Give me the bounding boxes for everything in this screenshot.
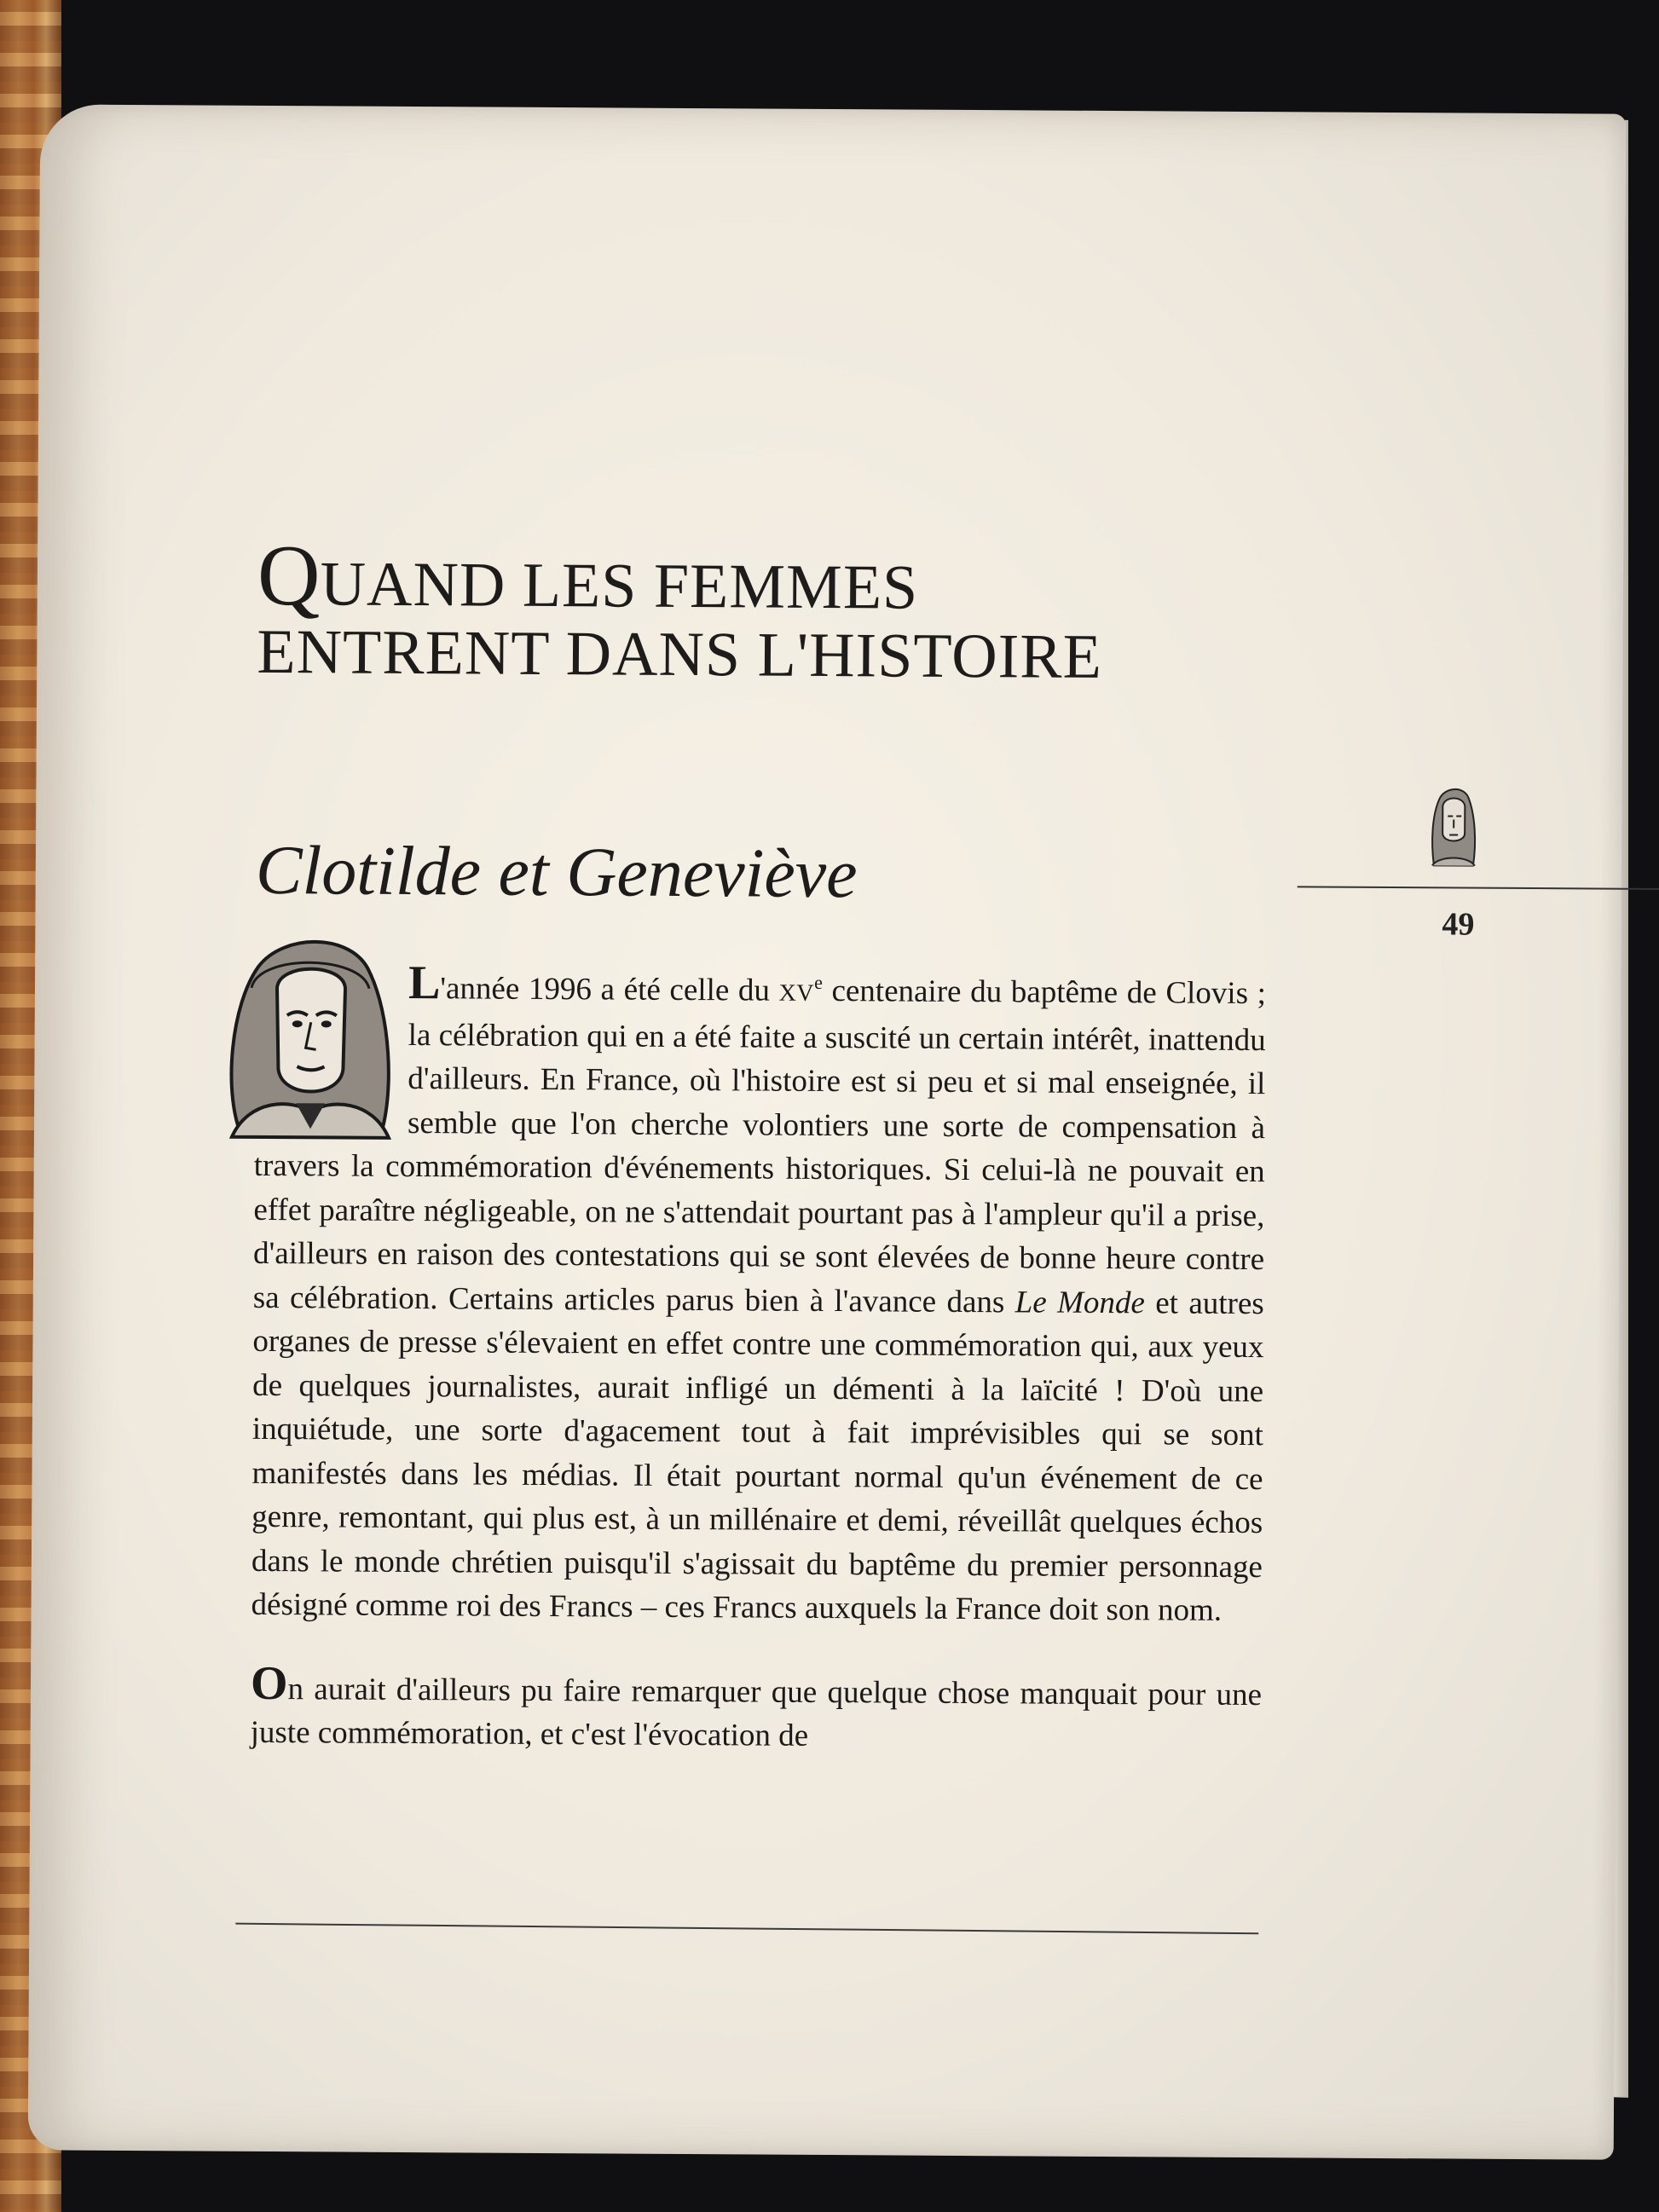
title-initial-q: Q xyxy=(257,527,321,625)
newspaper-name: Le Monde xyxy=(1014,1284,1146,1320)
drop-cap-o: O xyxy=(250,1656,288,1710)
title-initial-e: E xyxy=(257,616,297,688)
paragraph-1-text-c: et autres organes de presse s'élevaient en effet contre une commémoration qui, aux yeux de quelques journalistes, aurait infligé un démenti à la laïcité ! D'où une inquiétude, une sorte d'agacement tout à fait imprévisibles qui se sont manifestés dans les médias. Il était pourtant normal qu'un événement de ce genre, remontant, qui plus est, à un millénaire et demi, réveillât quelques échos dans le monde chrétien puisqu'il s'agissait du baptême du premier personnage désigné comme roi des Francs – ces Francs auxquels la France doit son nom. xyxy=(251,1285,1264,1628)
section-title: Clotilde et Geneviève xyxy=(255,830,858,913)
drop-cap-l: L xyxy=(408,956,441,1010)
chapter-title-line-2 xyxy=(257,616,1103,692)
paragraph-1-text-b: centenaire du baptême de Clovis ; la célébration qui en a été faite a suscité un certain intérêt, inattendu d'ailleurs. En France, où l'histoire est si peu et si mal enseignée, il semble que l'on cherche volontiers une sorte de compensation à travers la commémoration d'événements historiques. Si celui-là ne pouvait en effet paraître négligeable, on ne s'attendait pourtant pas à l'ampleur qu'il a prise, d'ailleurs en raison des contestations qui se sont élevées de bonne heure contre sa célébration. Certains articles parus bien à l'avance dans xyxy=(252,973,1267,1320)
paragraph-2-text: n aurait d'ailleurs pu faire remarquer que quelque chose manquait pour une juste commémoration, et c'est l'évocation de xyxy=(250,1671,1263,1753)
paragraph-1-text-a: 'année 1996 a été celle du xyxy=(440,971,779,1008)
title-rest-2: NTRENT DANS L'HISTOIRE xyxy=(296,617,1103,692)
body-text xyxy=(250,956,1267,1761)
chapter-title xyxy=(257,527,1103,692)
title-rest-1: UAND LES FEMMES xyxy=(320,549,919,623)
century-numeral: XV xyxy=(778,979,815,1007)
book-page xyxy=(28,104,1627,2159)
paragraph-2 xyxy=(250,1656,1263,1760)
chapter-title-line-1 xyxy=(257,527,1103,626)
paragraph-1 xyxy=(251,956,1267,1633)
page-number: 49 xyxy=(1442,906,1475,943)
portrait-icon xyxy=(1427,780,1481,874)
century-superscript: e xyxy=(814,971,824,993)
bottom-rule xyxy=(235,1923,1258,1935)
margin-rule xyxy=(1298,886,1659,890)
